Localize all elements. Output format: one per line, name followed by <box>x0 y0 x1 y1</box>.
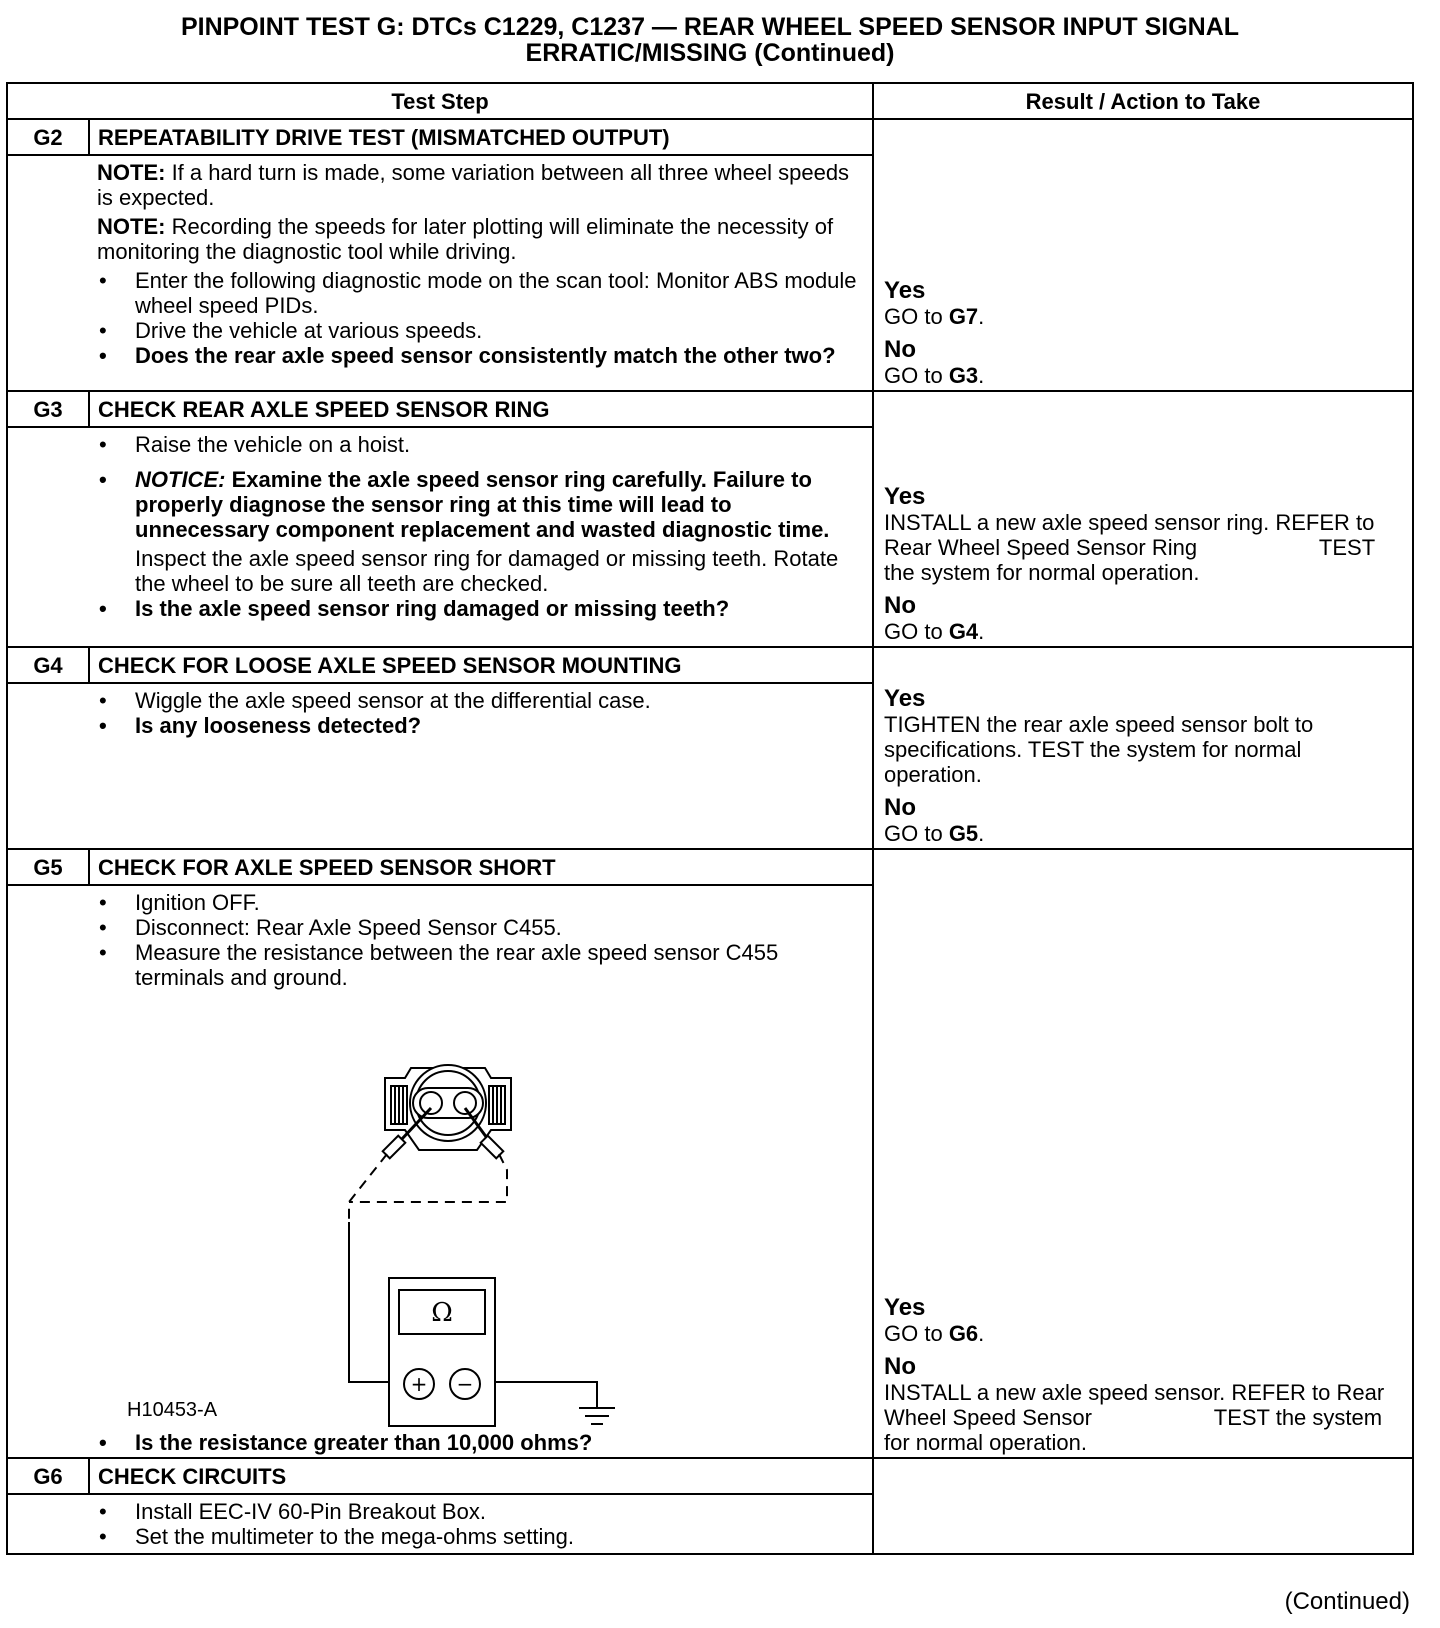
no-label: No <box>884 794 917 821</box>
yes-label: Yes <box>884 685 926 712</box>
yes-label: Yes <box>884 277 926 304</box>
step-g4-header <box>7 647 1413 683</box>
result-yes-text: INSTALL a new axle speed sensor ring. REFER to Rear Wheel Speed Sensor Ring TEST the system for normal operation. <box>884 510 1381 585</box>
continued-label: (Continued) <box>1284 1588 1410 1615</box>
step-g2-header <box>7 119 1413 155</box>
step-bullet: • Wiggle the axle speed sensor at the differential case. <box>97 688 864 713</box>
goto-link[interactable]: G7 <box>948 304 979 329</box>
yes-label: Yes <box>884 1294 926 1321</box>
step-id-g5: G5 <box>7 849 89 885</box>
header-row <box>7 83 1413 119</box>
figure-id: H10453-A <box>127 1399 218 1421</box>
ground-icon <box>579 1408 615 1424</box>
result-no-text: GO to G4. <box>884 619 985 644</box>
result-yes-text: GO to G6. <box>884 1321 985 1346</box>
step-heading-g3: CHECK REAR AXLE SPEED SENSOR RING <box>89 391 873 427</box>
step-g3-header <box>7 391 1413 427</box>
step-question: • Is any looseness detected? <box>97 713 864 738</box>
minus-terminal-icon: − <box>456 1372 474 1396</box>
step-bullet: • Drive the vehicle at various speeds. <box>97 318 864 343</box>
result-g5 <box>873 849 1413 1458</box>
goto-link[interactable]: G6 <box>948 1321 979 1346</box>
step-body-g3 <box>89 427 873 647</box>
test-step-header: Test Step <box>7 83 873 119</box>
plus-terminal-icon: + <box>410 1372 428 1396</box>
notice: • NOTICE: Examine the axle speed sensor ring carefully. Failure to properly diagnose the sensor ring at this time will lead to unnecessary component replacement and wasted diagnostic time. <box>97 467 864 542</box>
step-id-g4: G4 <box>7 647 89 683</box>
result-header: Result / Action to Take <box>873 83 1413 119</box>
step-bullet: • Ignition OFF. <box>97 890 864 915</box>
result-no-text: GO to G3. <box>884 363 985 388</box>
ohm-symbol: Ω <box>431 1298 453 1328</box>
no-label: No <box>884 592 917 619</box>
note: NOTE: Recording the speeds for later plotting will eliminate the necessity of monitoring the diagnostic tool while driving. <box>97 214 834 264</box>
goto-link[interactable]: G3 <box>948 363 979 388</box>
step-question: • Is the axle speed sensor ring damaged or missing teeth? <box>97 596 864 621</box>
yes-label: Yes <box>884 483 926 510</box>
step-heading-g4: CHECK FOR LOOSE AXLE SPEED SENSOR MOUNTING <box>89 647 873 683</box>
step-question: • Is the resistance greater than 10,000 ohms? <box>97 1430 864 1455</box>
note: NOTE: If a hard turn is made, some variation between all three wheel speeds is expected. <box>97 160 850 210</box>
result-g6 <box>873 1458 1413 1554</box>
step-bullet: • Raise the vehicle on a hoist. <box>97 432 864 457</box>
step-id-g6: G6 <box>7 1458 89 1494</box>
step-bullet: • Set the multimeter to the mega-ohms setting. <box>97 1524 864 1549</box>
step-id-g3: G3 <box>7 391 89 427</box>
pinpoint-test-table <box>6 82 1414 1555</box>
step-g6-header <box>7 1458 1413 1494</box>
no-label: No <box>884 336 917 363</box>
ohmmeter-diagram <box>97 990 864 1430</box>
title-line-2: ERRATIC/MISSING (Continued) <box>525 39 895 67</box>
no-label: No <box>884 1353 917 1380</box>
result-g3 <box>873 391 1413 647</box>
step-question: • Does the rear axle speed sensor consistently match the other two? <box>97 343 864 368</box>
step-bullet: • Install EEC-IV 60-Pin Breakout Box. <box>97 1499 864 1524</box>
step-bullet: • Enter the following diagnostic mode on the scan tool: Monitor ABS module wheel speed PIDs. <box>97 268 864 318</box>
result-yes-text: GO to G7. <box>884 304 985 329</box>
inspect-text: Inspect the axle speed sensor ring for damaged or missing teeth. Rotate the wheel to be sure all teeth are checked. <box>135 546 839 596</box>
result-no-text: INSTALL a new axle speed sensor. REFER to Rear Wheel Speed Sensor TEST the system for normal operation. <box>884 1380 1391 1455</box>
result-no-text: GO to G5. <box>884 821 985 846</box>
step-body-g5 <box>89 885 873 1458</box>
page-title <box>0 14 1420 66</box>
result-g2 <box>873 119 1413 391</box>
goto-link[interactable]: G4 <box>948 619 979 644</box>
step-body-g6 <box>89 1494 873 1554</box>
title-line-1: PINPOINT TEST G: DTCs C1229, C1237 — REAR WHEEL SPEED SENSOR INPUT SIGNAL <box>180 13 1240 41</box>
step-id-g2: G2 <box>7 119 89 155</box>
result-yes-text: TIGHTEN the rear axle speed sensor bolt to specifications. TEST the system for normal operation. <box>884 712 1314 787</box>
result-g4 <box>873 647 1413 849</box>
step-heading-g2: REPEATABILITY DRIVE TEST (MISMATCHED OUTPUT) <box>89 119 873 155</box>
goto-link[interactable]: G5 <box>948 821 979 846</box>
step-bullet: • Measure the resistance between the rear axle speed sensor C455 terminals and ground. <box>97 940 864 990</box>
step-bullet: • Disconnect: Rear Axle Speed Sensor C455. <box>97 915 864 940</box>
step-g5-header <box>7 849 1413 885</box>
connector-meter-illustration <box>137 990 697 1430</box>
step-body-g2 <box>89 155 873 391</box>
step-body-g4 <box>89 683 873 849</box>
step-heading-g6: CHECK CIRCUITS <box>89 1458 873 1494</box>
step-heading-g5: CHECK FOR AXLE SPEED SENSOR SHORT <box>89 849 873 885</box>
